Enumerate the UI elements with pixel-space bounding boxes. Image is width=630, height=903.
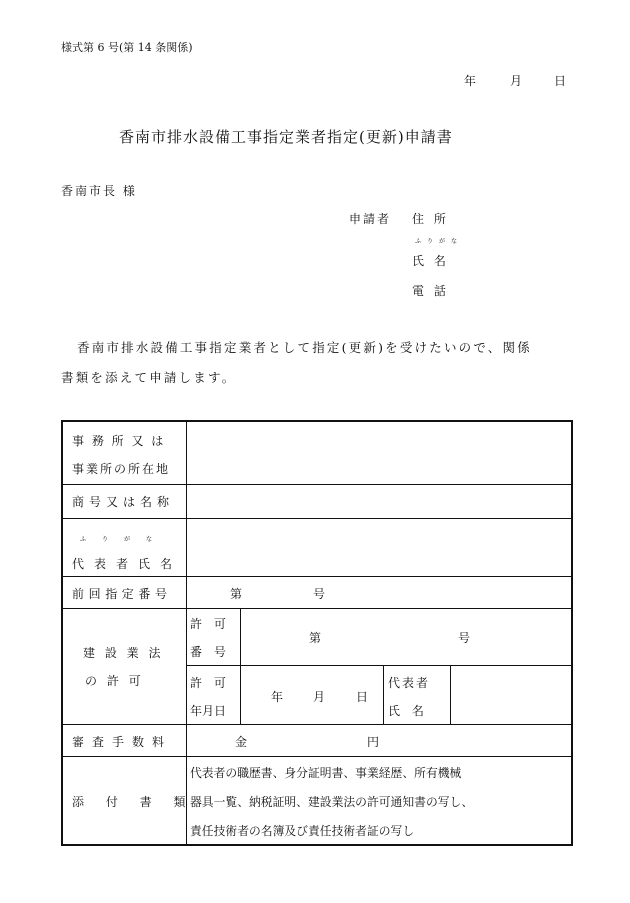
page-title: 香南市排水設備工事指定業者指定(更新)申請書 [119, 128, 453, 146]
permit-number-go: 号 [458, 631, 471, 645]
permit-number-label-1: 許 可 [190, 617, 230, 631]
rep-furigana: ふりがな [80, 536, 169, 543]
construction-law-label-2: の 許 可 [85, 674, 144, 688]
permit-number-label-2: 番 号 [190, 645, 230, 659]
permit-date-year: 年 [271, 690, 284, 704]
attachments-line: 代表者の職歴書、身分証明書、事業経歴、所有機械 [190, 766, 462, 780]
permit-date-label-2: 年月日 [190, 704, 227, 718]
permit-date-day: 日 [356, 690, 369, 704]
applicant-name-label: 氏 名 [412, 254, 449, 268]
rep-name-label: 代表者氏名 [72, 557, 183, 571]
applicant-phone-label: 電 話 [412, 284, 449, 298]
prev-number-dai: 第 [230, 587, 243, 601]
office-location-label-2: 事業所の所在地 [72, 462, 171, 476]
fee-yen: 円 [367, 735, 380, 749]
form-number: 様式第 6 号(第 14 条関係) [61, 41, 193, 54]
office-location-field[interactable] [187, 422, 570, 484]
date-month: 月 [510, 74, 523, 88]
representative-field[interactable] [451, 666, 570, 724]
applicant-address-label: 住 所 [412, 212, 449, 226]
permit-date-month: 月 [313, 690, 326, 704]
date-year: 年 [464, 74, 477, 88]
date-day: 日 [554, 74, 567, 88]
construction-law-label-1: 建 設 業 法 [83, 646, 164, 660]
permit-number-dai: 第 [309, 631, 322, 645]
prev-number-go: 号 [313, 587, 326, 601]
fee-kin: 金 [235, 735, 248, 749]
application-table [61, 420, 573, 846]
representative-label-1: 代表者 [388, 676, 431, 690]
applicant-furigana: ふりがな [415, 238, 464, 245]
attachments-line: 器具一覧、納税証明、建設業法の許可通知書の写し、 [190, 795, 474, 809]
rep-name-field[interactable] [187, 519, 570, 576]
applicant-label: 申請者 [349, 212, 392, 226]
fee-label: 審査手数料 [72, 735, 173, 749]
prev-number-label: 前回指定番号 [72, 587, 172, 601]
trade-name-label: 商号又は名称 [72, 495, 175, 509]
body-text-line2: 書類を添えて申請します。 [61, 370, 237, 385]
attachments-line: 責任技術者の名簿及び責任技術者証の写し [190, 824, 415, 838]
permit-date-label-1: 許 可 [190, 676, 230, 690]
trade-name-field[interactable] [187, 485, 570, 518]
body-text-line1: 香南市排水設備工事指定業者として指定(更新)を受けたいので、関係 [77, 340, 532, 355]
attachments-label: 添 付 書 類 [72, 795, 195, 809]
office-location-label-1: 事 務 所 又 は [72, 434, 166, 448]
addressee: 香南市長 様 [61, 184, 137, 198]
representative-label-2: 氏 名 [388, 704, 428, 718]
